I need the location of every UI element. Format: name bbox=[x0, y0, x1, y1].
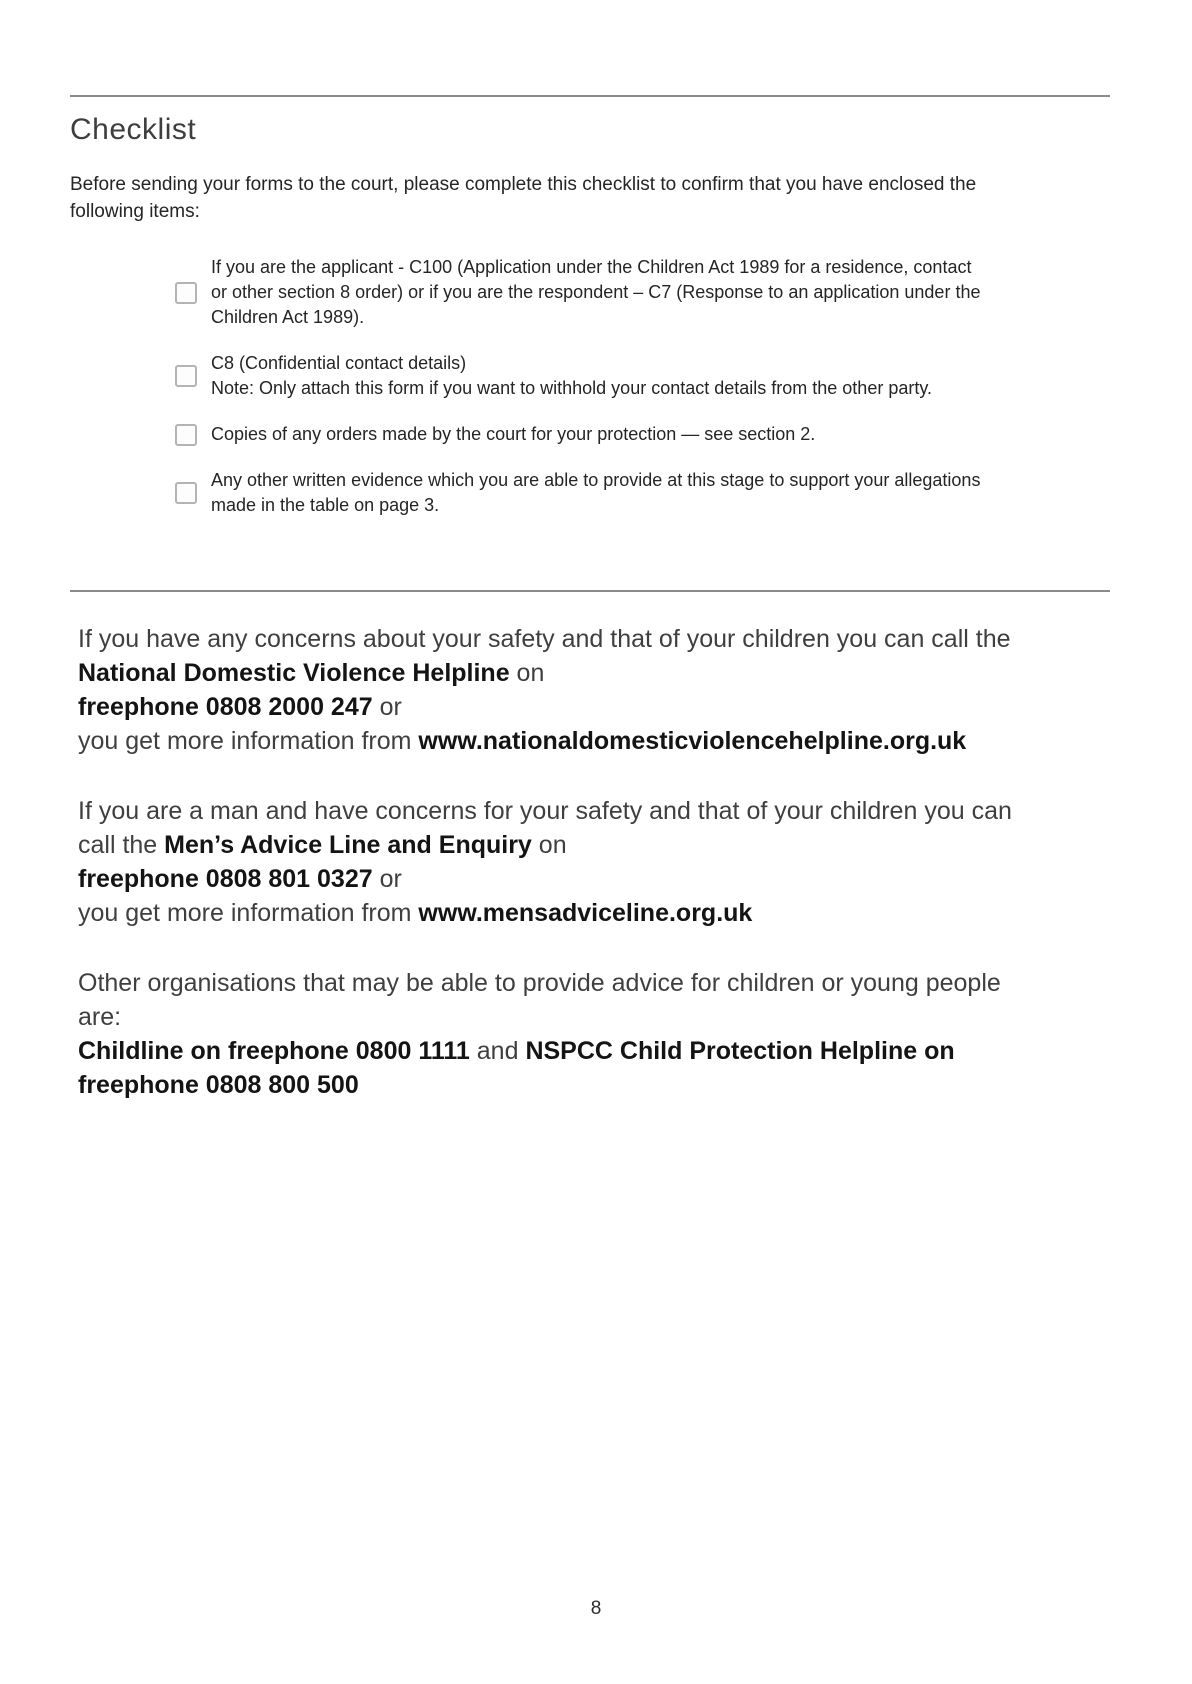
checkbox-court-orders[interactable] bbox=[175, 424, 197, 446]
help-text: If you are a man and have concerns for your safety and that of your children you can bbox=[78, 797, 1012, 825]
checklist-item-c100-c7 bbox=[175, 255, 1192, 330]
item-line: Copies of any orders made by the court for your protection — see section 2. bbox=[211, 424, 816, 444]
checklist-intro bbox=[70, 171, 1192, 225]
checklist-intro-line1: Before sending your forms to the court, please complete this checklist to confirm that you have enclosed the bbox=[70, 174, 977, 195]
help-text: and bbox=[469, 1037, 526, 1065]
help-text: you get more information from bbox=[78, 899, 419, 927]
checklist-item-text bbox=[211, 468, 980, 518]
helpline-phone: freephone 0808 800 500 bbox=[78, 1071, 359, 1099]
checklist-item-text bbox=[211, 255, 980, 330]
help-text: you get more information from bbox=[78, 727, 419, 755]
checklist-item-other-evidence bbox=[175, 468, 1192, 518]
helpline-name: Men’s Advice Line and Enquiry bbox=[164, 831, 532, 859]
item-line: made in the table on page 3. bbox=[211, 495, 440, 515]
help-text: If you have any concerns about your safety and that of your children you can call the bbox=[78, 625, 1011, 653]
paragraph-national-dv-helpline bbox=[78, 622, 1068, 758]
helpline-phone: freephone 0808 801 0327 bbox=[78, 865, 373, 893]
page-title: Checklist bbox=[70, 113, 197, 146]
helpline-name: NSPCC Child Protection Helpline on bbox=[525, 1037, 955, 1065]
section-divider bbox=[70, 590, 1110, 592]
checkbox-other-evidence[interactable] bbox=[175, 482, 197, 504]
checklist-item-c8 bbox=[175, 351, 1192, 401]
helpline-url: www.nationaldomesticviolencehelpline.org.uk bbox=[418, 727, 967, 755]
helpline-name: Childline on freephone 0800 1111 bbox=[78, 1037, 470, 1065]
paragraph-children-organisations bbox=[78, 966, 1068, 1102]
checkbox-c100-c7[interactable] bbox=[175, 282, 197, 304]
help-text: on bbox=[509, 659, 545, 687]
paragraph-mens-advice-line bbox=[78, 794, 1068, 930]
help-text: or bbox=[372, 693, 402, 721]
item-line: If you are the applicant - C100 (Application under the Children Act 1989 for a residence, contact bbox=[211, 257, 972, 277]
help-text: are: bbox=[78, 1003, 122, 1031]
page-number: 8 bbox=[590, 1598, 602, 1619]
checklist-item-text bbox=[211, 351, 932, 401]
helpline-url: www.mensadviceline.org.uk bbox=[418, 899, 753, 927]
item-line: Children Act 1989). bbox=[211, 307, 365, 327]
top-divider bbox=[70, 95, 1110, 97]
item-line: C8 (Confidential contact details) bbox=[211, 353, 467, 373]
checklist-item-text bbox=[211, 422, 815, 447]
helpline-name: National Domestic Violence Helpline bbox=[78, 659, 510, 687]
help-text: or bbox=[372, 865, 402, 893]
help-text: on bbox=[531, 831, 567, 859]
help-text: Other organisations that may be able to provide advice for children or young people bbox=[78, 969, 1001, 997]
helpline-section bbox=[78, 622, 1068, 1102]
help-text: call the bbox=[78, 831, 165, 859]
helpline-phone: freephone 0808 2000 247 bbox=[78, 693, 373, 721]
checkbox-c8[interactable] bbox=[175, 365, 197, 387]
checklist-item-court-orders bbox=[175, 422, 1192, 447]
item-line: Any other written evidence which you are able to provide at this stage to support your allegations bbox=[211, 470, 981, 490]
item-line: or other section 8 order) or if you are the respondent – C7 (Response to an application under the bbox=[211, 282, 981, 302]
item-line: Note: Only attach this form if you want to withhold your contact details from the other party. bbox=[211, 378, 933, 398]
checklist-intro-line2: following items: bbox=[70, 201, 200, 222]
checklist-items bbox=[175, 255, 1192, 518]
